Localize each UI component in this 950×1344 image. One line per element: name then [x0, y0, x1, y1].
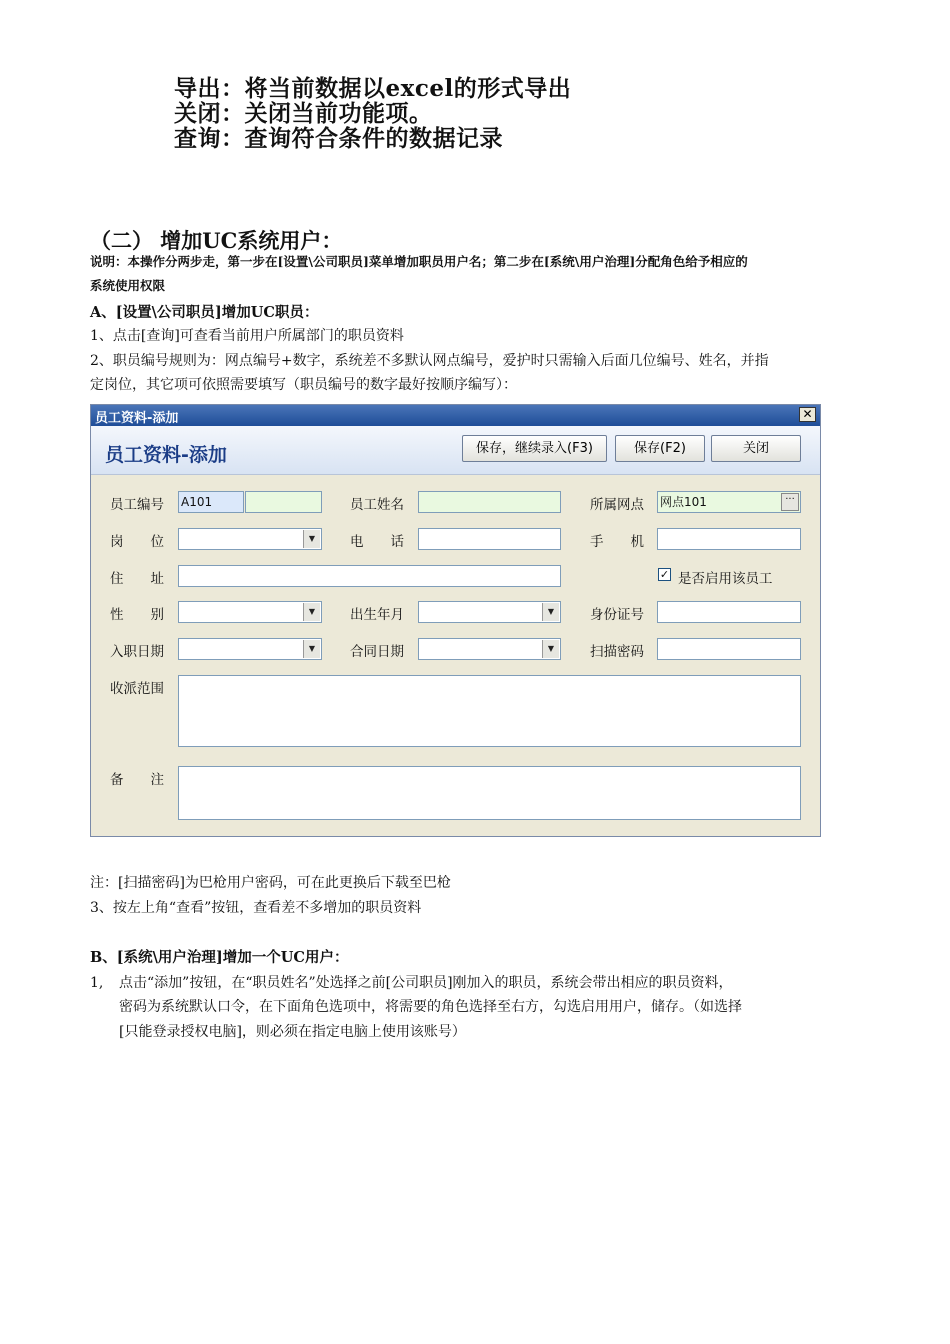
- close-icon[interactable]: ✕: [799, 407, 816, 422]
- idno-label: 身份证号: [590, 607, 644, 623]
- gender-label: 性 别: [110, 607, 164, 623]
- scope-label: 收派范围: [110, 681, 164, 697]
- enabled-label: 是否启用该员工: [678, 571, 773, 587]
- join-date-label: 入职日期: [110, 644, 164, 660]
- a-item-2-line-1: 2、职员编号规则为：网点编号+数字，系统差不多默认网点编号，爱护时只需输入后面几位编号、姓名，并指: [90, 353, 769, 369]
- outlet-value: 网点101: [660, 495, 707, 509]
- phone-field[interactable]: [418, 528, 561, 550]
- post-select[interactable]: [178, 528, 322, 550]
- scan-pwd-label: 扫描密码: [590, 644, 644, 660]
- window-titlebar: [91, 405, 820, 426]
- emp-name-label: 员工姓名: [350, 497, 404, 513]
- emp-no-field[interactable]: [245, 491, 322, 513]
- enabled-checkbox[interactable]: ✓: [659, 568, 670, 581]
- mobile-field[interactable]: [657, 528, 801, 550]
- section-heading: （二） 增加UC系统用户：: [90, 228, 343, 253]
- close-button[interactable]: 关闭: [711, 435, 801, 462]
- query-line: 查询：查询符合条件的数据记录: [174, 125, 503, 152]
- form-header: [91, 426, 820, 475]
- save-button[interactable]: 保存(F2): [615, 435, 705, 462]
- note-line-2: 系统使用权限: [90, 278, 166, 293]
- mobile-label: 手 机: [590, 534, 644, 550]
- gender-select[interactable]: [178, 601, 322, 623]
- remark-textarea[interactable]: [178, 766, 801, 820]
- address-label: 住 址: [110, 571, 164, 587]
- b-item-1-line-2: 密码为系统默认口令，在下面角色选项中，将需要的角色选择至右方，勾选启用用户，储存。（如选择: [119, 999, 742, 1015]
- idno-field[interactable]: [657, 601, 801, 623]
- contract-date-label: 合同日期: [350, 644, 404, 660]
- emp-no-prefix-field[interactable]: A101: [178, 491, 244, 513]
- address-field[interactable]: [178, 565, 561, 587]
- a-item-2-line-2: 定岗位，其它项可依照需要填写（职员编号的数字最好按顺序编写）：: [90, 377, 517, 393]
- note-line-1: 说明：本操作分两步走，第一步在[设置\公司职员]菜单增加职员用户名；第二步在[系统\用户治理]分配角色给予相应的: [90, 254, 748, 269]
- post-label: 岗 位: [110, 534, 164, 550]
- b-heading: B、[系统\用户治理]增加一个UC用户：: [90, 949, 349, 966]
- browse-icon[interactable]: ···: [781, 493, 799, 511]
- b-item-1-line-1: 点击“添加”按钮，在“职员姓名”处选择之前[公司职员]刚加入的职员，系统会带出相应的职员资料，: [119, 975, 733, 991]
- b-item-1-num: 1,: [90, 975, 104, 991]
- outlet-field[interactable]: [657, 491, 801, 513]
- emp-no-label: 员工编号: [110, 497, 164, 513]
- contract-date-select[interactable]: [418, 638, 561, 660]
- outlet-label: 所属网点: [590, 497, 644, 513]
- window-title: 员工资料-添加: [95, 411, 179, 426]
- join-date-select[interactable]: [178, 638, 322, 660]
- form-title: 员工资料-添加: [105, 444, 227, 466]
- a-heading: A、[设置\公司职员]增加UC职员：: [90, 304, 319, 321]
- scan-pwd-note: 注：[扫描密码]为巴枪用户密码，可在此更换后下载至巴枪: [90, 875, 451, 891]
- item-3: 3、按左上角“查看”按钮，查看差不多增加的职员资料: [90, 900, 422, 916]
- employee-add-window: [90, 404, 821, 837]
- export-line: 导出：将当前数据以excel的形式导出: [174, 75, 572, 102]
- remark-label: 备 注: [110, 772, 164, 788]
- phone-label: 电 话: [350, 534, 404, 550]
- b-item-1-line-3: [只能登录授权电脑]，则必须在指定电脑上使用该账号）: [119, 1024, 466, 1040]
- close-line: 关闭：关闭当前功能项。: [174, 100, 433, 127]
- birth-select[interactable]: [418, 601, 561, 623]
- emp-name-field[interactable]: [418, 491, 561, 513]
- a-item-1: 1、点击[查询]可查看当前用户所属部门的职员资料: [90, 328, 404, 344]
- scope-textarea[interactable]: [178, 675, 801, 747]
- save-continue-button[interactable]: 保存，继续录入(F3): [462, 435, 607, 462]
- birth-label: 出生年月: [350, 607, 404, 623]
- scan-pwd-field[interactable]: [657, 638, 801, 660]
